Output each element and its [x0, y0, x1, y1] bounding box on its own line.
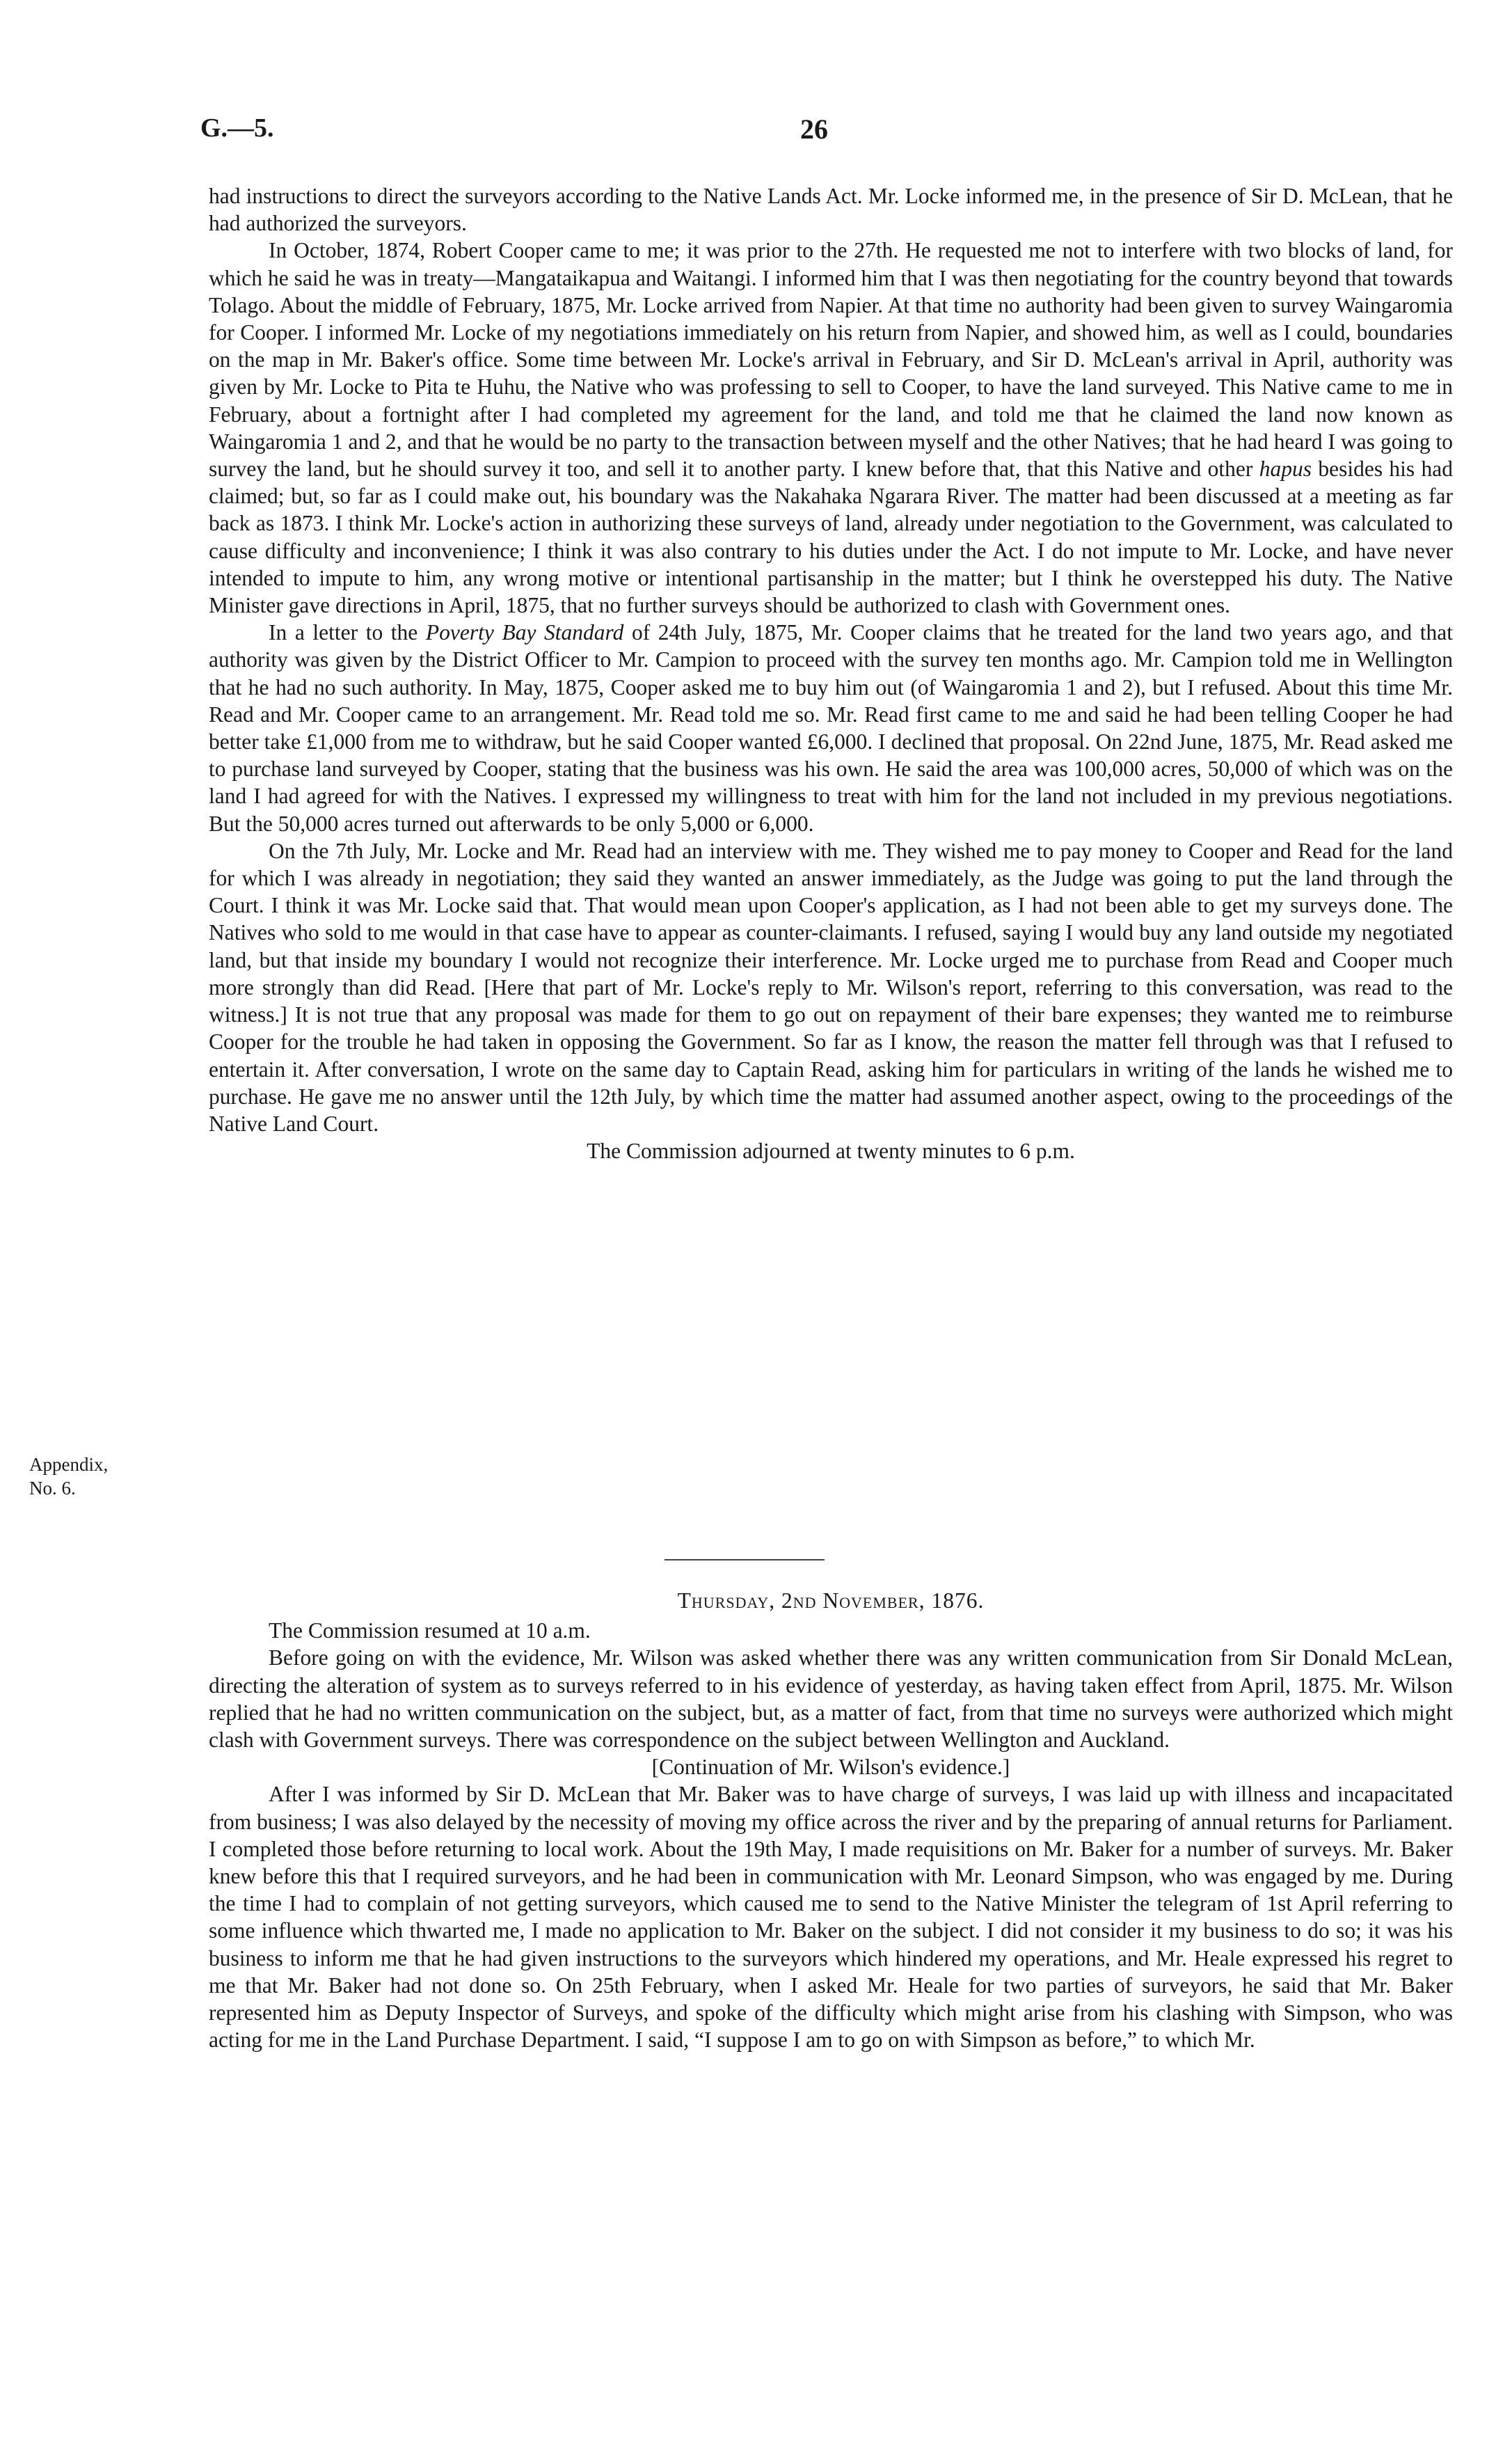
- newspaper-title: Poverty Bay Standard: [425, 620, 624, 645]
- continuation-heading: [Continuation of Mr. Wilson's evidence.]: [651, 1755, 1010, 1780]
- paragraph: had instructions to direct the surveyors according to the Native Lands Act. Mr. Locke informed me, in the presence of Sir D. McLean, that he had authorized the surveyors.: [209, 184, 1453, 236]
- page-number: 26: [800, 113, 828, 145]
- document-reference: G.—5.: [200, 113, 274, 143]
- margin-note-line2: No. 6.: [29, 1478, 76, 1499]
- italic-term: hapus: [1259, 457, 1312, 482]
- text-block-2: [209, 1587, 1453, 2053]
- paragraph: On the 7th July, Mr. Locke and Mr. Read had an interview with me. They wished me to pay money to Cooper and Read for the land for which I was already in negotiation; they said they wanted an answer immediately, as the Judge was going to put the land through the Court. I think it was Mr. Locke said that. That would mean upon Cooper's application, as I had not been able to get my surveys done. The Natives who sold to me would in that case have to appear as counter-claimants. I refused, saying I would buy any land outside my negotiated land, but that inside my boundary I would not recognize their interference. Mr. Locke urged me to purchase from Read and Cooper much more strongly than did Read. [Here that part of Mr. Locke's reply to Mr. Wilson's report, referring to this conversation, was read to the witness.] It is not true that any proposal was made for them to go out on repayment of their bare expenses; they wanted me to reimburse Cooper for the trouble he had taken in opposing the Government. So far as I know, the reason the matter fell through was that I refused to entertain it. After conversation, I wrote on the same day to Captain Read, asking him for particulars in writing of the lands he wished me to purchase. He gave me no answer until the 12th July, by which time the matter had assumed another aspect, owing to the proceedings of the Native Land Court.: [209, 838, 1453, 1136]
- resumed-note: The Commission resumed at 10 a.m.: [269, 1618, 591, 1643]
- margin-note: [29, 1453, 168, 1500]
- paragraph: After I was informed by Sir D. McLean that Mr. Baker was to have charge of surveys, I was laid up with illness and incapacitated from business; I was also delayed by the necessity of moving my office across the river and by the preparing of annual returns for Parliament. I completed those before returning to local work. About the 19th May, I made requisitions on Mr. Baker for a number of surveys. Mr. Baker knew before this that I required surveyors, and he had been in communication with Mr. Leonard Simpson, who was engaged by me. During the time I had to complain of not getting surveyors, which caused me to send to the Native Minister the telegram of 1st April referring to some influence which thwarted me, I made no application to Mr. Baker on the subject. I did not consider it my business to do so; it was his business to inform me that he had given instructions to the surveyors which hindered my operations, and Mr. Heale expressed his regret to me that Mr. Baker had not done so. On 25th February, when I asked Mr. Heale for two parties of surveyors, he said that Mr. Baker represented him as Deputy Inspector of Surveys, and spoke of the difficulty which might arise from his clashing with Simpson, who was acting for me in the Land Purchase Department. I said, “I suppose I am to go on with Simpson as before,” to which Mr.: [209, 1782, 1453, 2053]
- date-heading: Thursday, 2nd November, 1876.: [677, 1588, 985, 1613]
- adjournment-note: The Commission adjourned at twenty minutes to 6 p.m.: [587, 1139, 1075, 1164]
- text-block-1: [209, 182, 1453, 1164]
- paragraph: In October, 1874, Robert Cooper came to me; it was prior to the 27th. He requested me not to interfere with two blocks of land, for which he said he was in treaty—Mangataikapua and Waitangi. I informed him that I was then negotiating for the country beyond that towards Tolago. About the middle of February, 1875, Mr. Locke arrived from Napier. At that time no authority had been given to survey Waingaromia for Cooper. I informed Mr. Locke of my negotiations immediately on his return from Napier, and showed him, as well as I could, boundaries on the map in Mr. Baker's office. Some time between Mr. Locke's arrival in February, and Sir D. McLean's arrival in April, authority was given by Mr. Locke to Pita te Huhu, the Native who was professing to sell to Cooper, to have the land surveyed. This Native came to me in February, about a fortnight after I had completed my agreement for the land, and told me that he claimed the land now known as Waingaromia 1 and 2, and that he would be no party to the transaction between myself and the other Natives; that he had heard I was going to survey the land, but he should survey it too, and sell it to another party. I knew before that, that this Native and other hapus besides his had claimed; but, so far as I could make out, his boundary was the Nakahaka Ngarara River. The matter had been discussed at a meeting as far back as 1873. I think Mr. Locke's action in authorizing these surveys of land, already under negotiation to the Government, was calculated to cause difficulty and inconvenience; I think it was also contrary to his duties under the Act. I do not impute to Mr. Locke, and have never intended to impute to him, any wrong motive or intentional partisanship in the matter; but I think he overstepped his duty. The Native Minister gave directions in April, 1875, that no further surveys should be authorized to clash with Government ones.: [209, 238, 1454, 618]
- paragraph: Before going on with the evidence, Mr. Wilson was asked whether there was any written communication from Sir Donald McLean, directing the alteration of system as to surveys referred to in his evidence of yesterday, as having taken effect from April, 1875. Mr. Wilson replied that he had no written communication on the subject, but, as a matter of fact, from that time no surveys were authorized which might clash with Government surveys. There was correspondence on the subject between Wellington and Auckland.: [209, 1645, 1453, 1753]
- paragraph: In a letter to the Poverty Bay Standard of 24th July, 1875, Mr. Cooper claims that he treated for the land two years ago, and that authority was given by the District Officer to Mr. Campion to proceed with the survey ten months ago. Mr. Campion told me in Wellington that he had no such authority. In May, 1875, Cooper asked me to buy him out (of Waingaromia 1 and 2), but I refused. About this time Mr. Read and Mr. Cooper came to an arrangement. Mr. Read told me so. Mr. Read first came to me and said he had been telling Cooper he had better take £1,000 from me to withdraw, but he said Cooper wanted £6,000. I declined that proposal. On 22nd June, 1875, Mr. Read asked me to purchase land surveyed by Cooper, stating that the business was his own. He said the area was 100,000 acres, 50,000 of which was on the land I had agreed for with the Natives. I expressed my willingness to treat with him for the land not included in my previous negotiations. But the 50,000 acres turned out afterwards to be only 5,000 or 6,000.: [209, 620, 1454, 836]
- section-divider: [665, 1559, 825, 1560]
- margin-note-line1: Appendix,: [29, 1454, 109, 1475]
